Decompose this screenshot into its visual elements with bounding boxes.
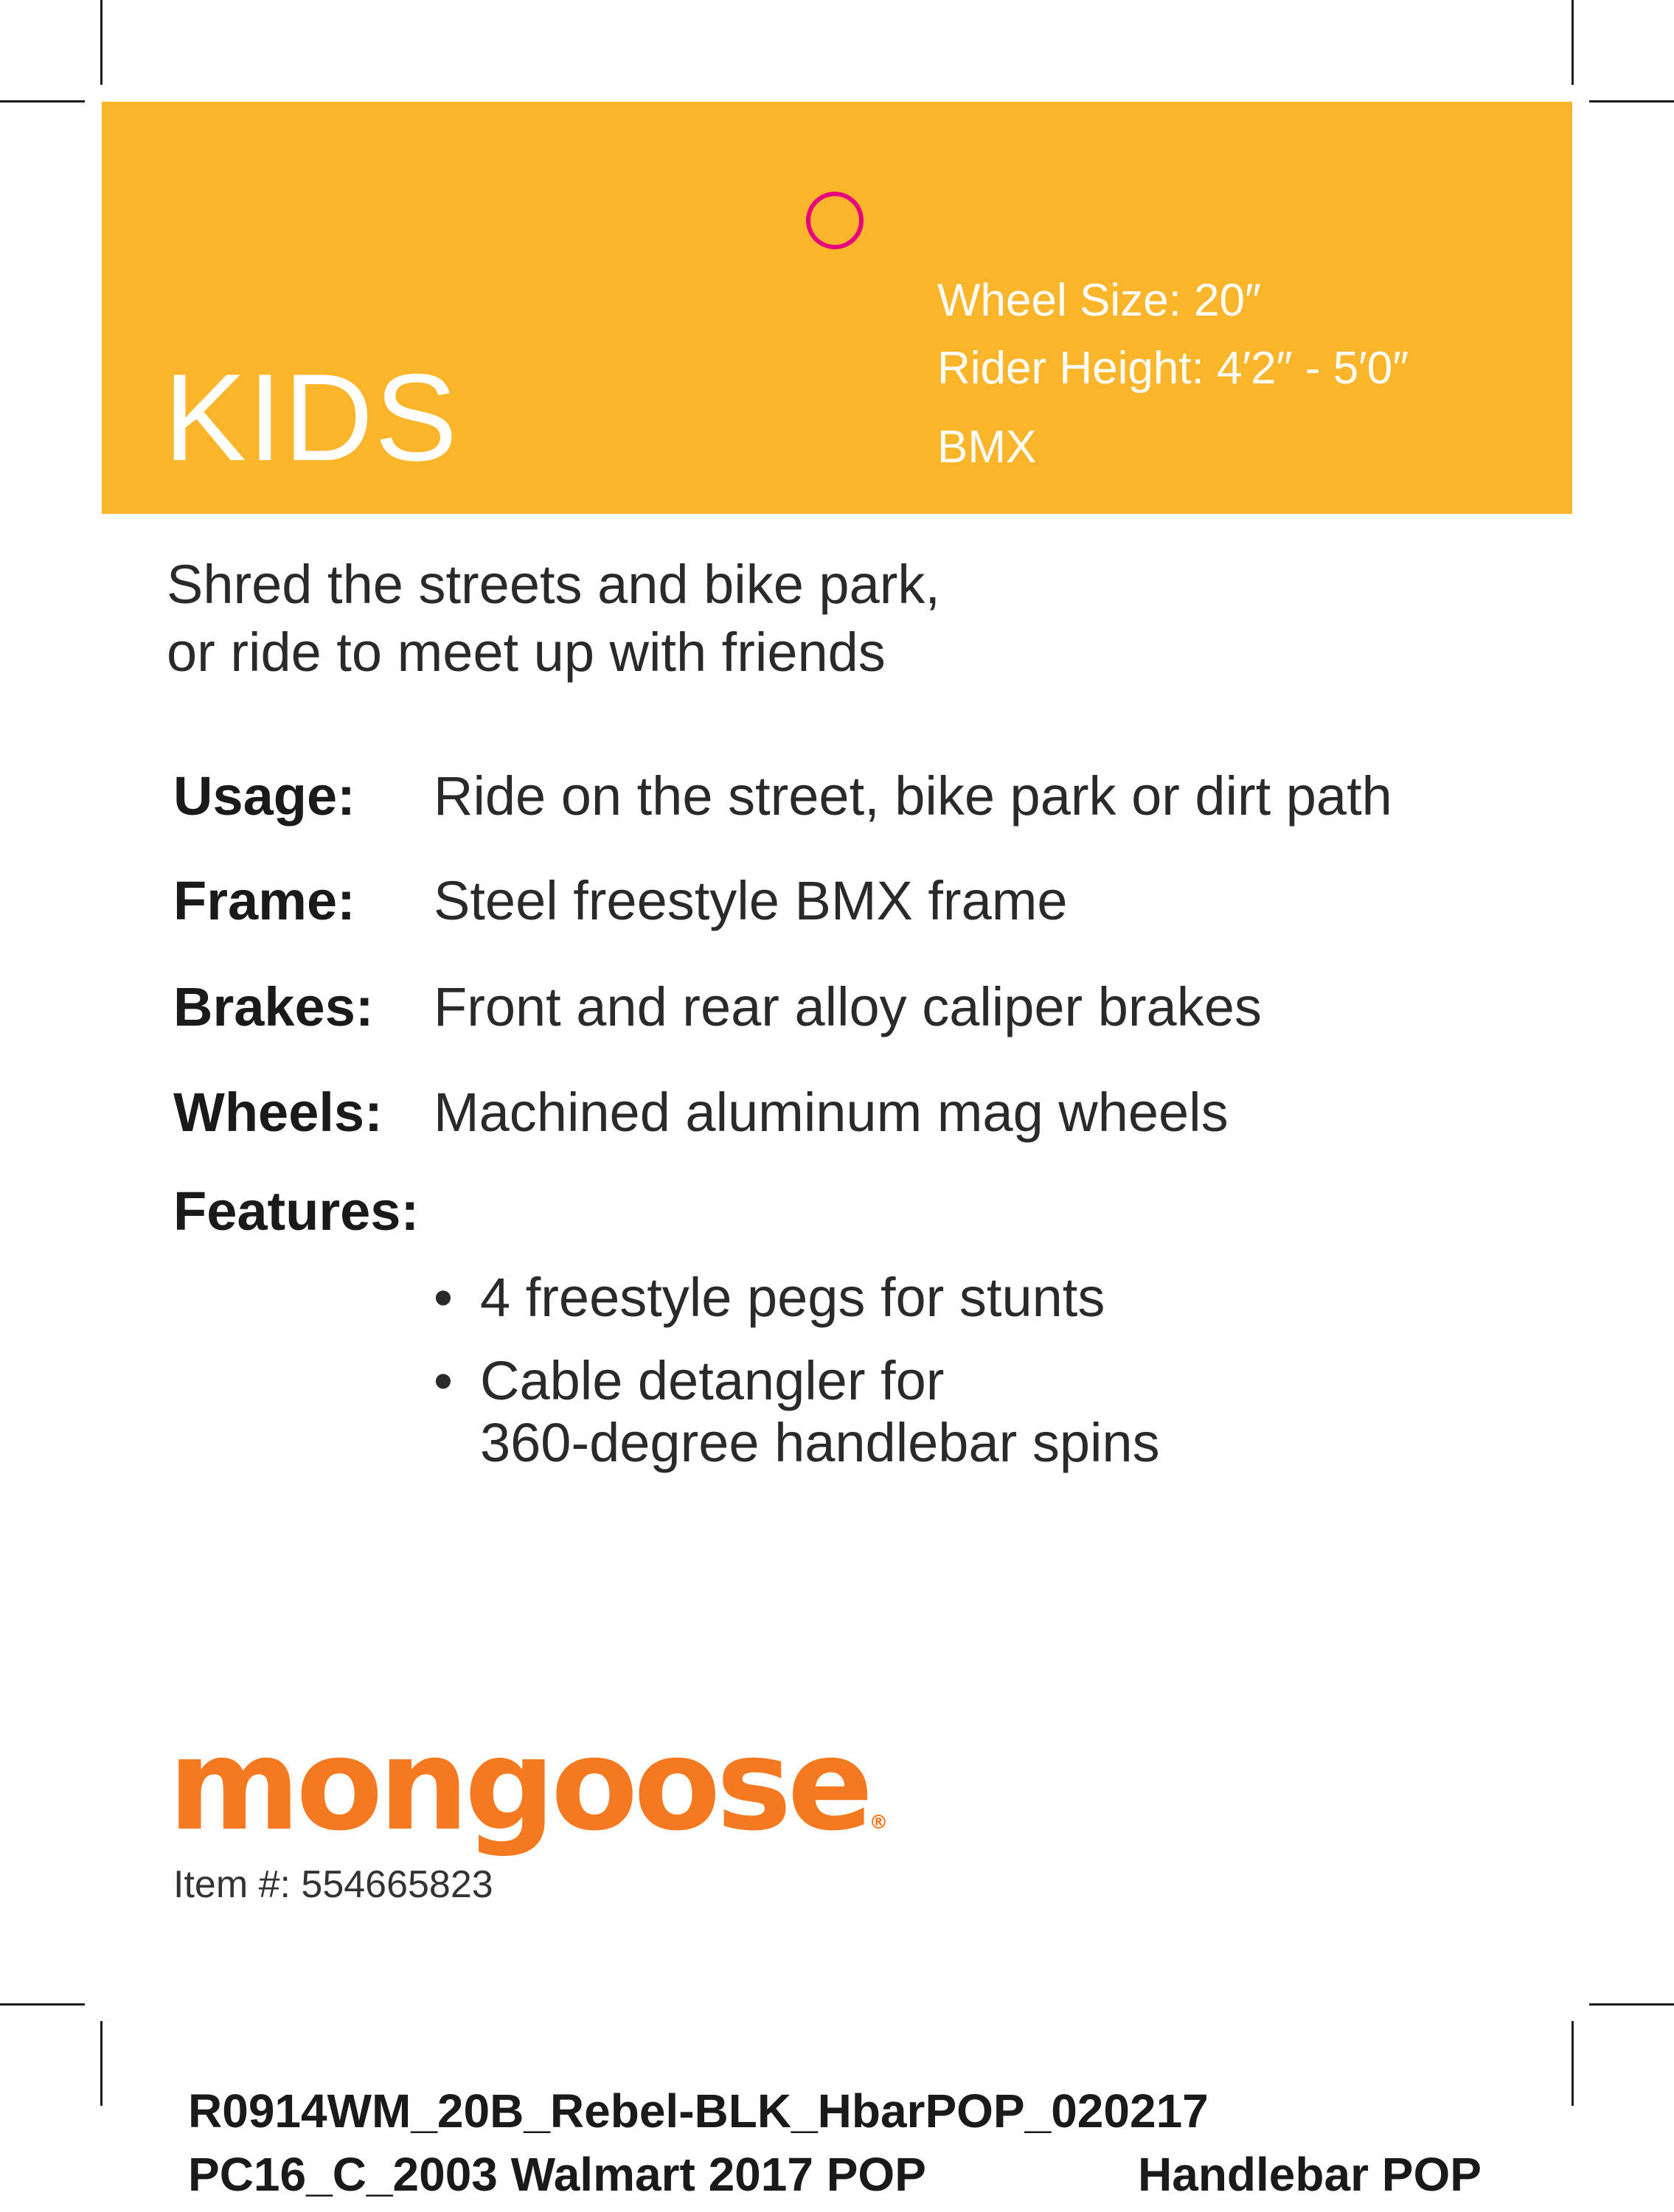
category-title: KIDS bbox=[164, 348, 459, 487]
crop-mark bbox=[0, 100, 85, 102]
spec-label-frame: Frame: bbox=[173, 870, 355, 931]
crop-mark bbox=[100, 0, 103, 85]
logo-text: mongoose bbox=[168, 1711, 869, 1859]
feature-item: 4 freestyle pegs for stunts bbox=[480, 1267, 1105, 1328]
footer-pop-type: Handlebar POP bbox=[1138, 2148, 1482, 2201]
feature-item: Cable detangler for bbox=[480, 1350, 945, 1411]
spec-value-wheels: Machined aluminum mag wheels bbox=[434, 1082, 1229, 1143]
registered-mark: ® bbox=[869, 1812, 889, 1834]
crop-mark bbox=[100, 2021, 103, 2106]
mongoose-logo bbox=[168, 1711, 888, 1859]
crop-mark bbox=[1571, 2021, 1574, 2106]
spec-label-wheels: Wheels: bbox=[173, 1082, 383, 1143]
spec-label-brakes: Brakes: bbox=[173, 976, 374, 1037]
crop-mark bbox=[1571, 0, 1574, 85]
spec-value-usage: Ride on the street, bike park or dirt path bbox=[434, 765, 1392, 827]
tagline-line: Shred the streets and bike park, bbox=[167, 554, 940, 615]
footer-file-code: R0914WM_20B_Rebel-BLK_HbarPOP_020217 bbox=[188, 2084, 1209, 2138]
crop-mark bbox=[1589, 100, 1674, 102]
crop-mark bbox=[1589, 2003, 1674, 2006]
crop-mark bbox=[0, 2003, 85, 2006]
feature-bullet: • bbox=[434, 1350, 453, 1411]
item-number: Item #: 554665823 bbox=[173, 1863, 493, 1906]
bike-type: BMX bbox=[937, 422, 1037, 473]
rider-height: Rider Height: 4′2″ - 5′0″ bbox=[937, 343, 1409, 394]
spec-value-frame: Steel freestyle BMX frame bbox=[434, 870, 1068, 931]
feature-bullet: • bbox=[434, 1267, 453, 1328]
spec-label-usage: Usage: bbox=[173, 765, 355, 827]
feature-item-continued: 360-degree handlebar spins bbox=[480, 1412, 1160, 1473]
wheel-size: Wheel Size: 20″ bbox=[937, 275, 1261, 326]
spec-value-brakes: Front and rear alloy caliper brakes bbox=[434, 976, 1262, 1037]
spec-label-features: Features: bbox=[173, 1180, 420, 1242]
footer-program: PC16_C_2003 Walmart 2017 POP bbox=[188, 2148, 926, 2201]
hole-punch-circle-icon bbox=[806, 192, 864, 249]
tagline-line: or ride to meet up with friends bbox=[167, 622, 886, 683]
